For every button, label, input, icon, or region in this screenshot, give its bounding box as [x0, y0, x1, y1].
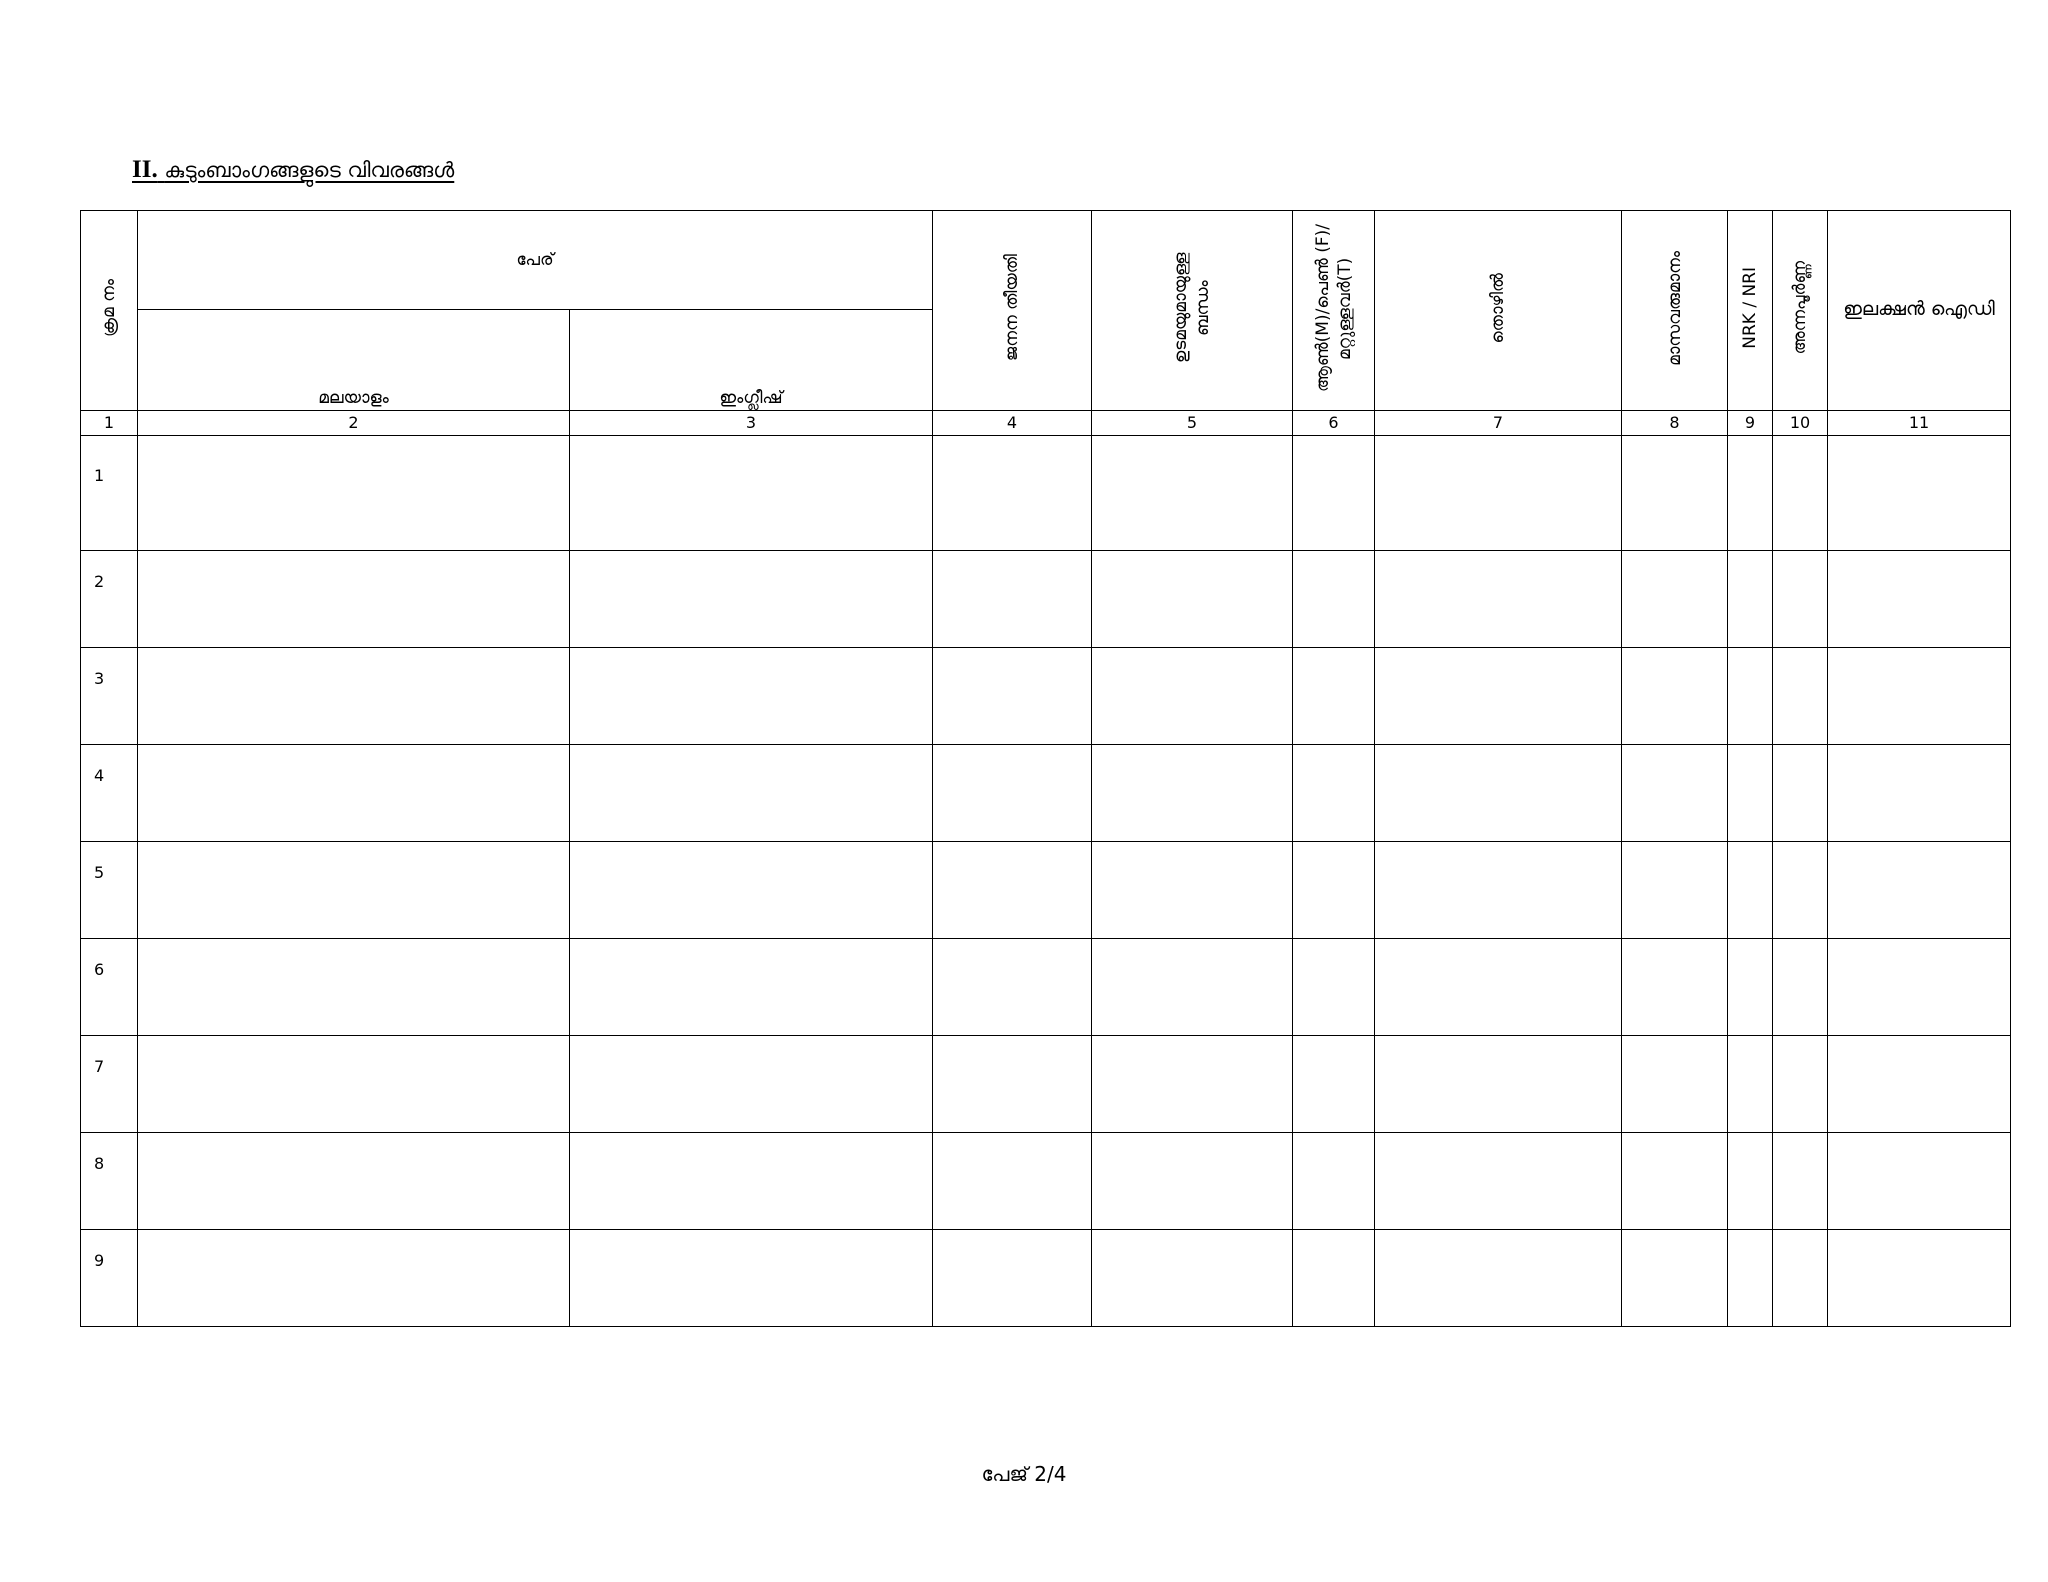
- cell-occupation[interactable]: [1375, 1036, 1622, 1133]
- table-row: [81, 648, 2011, 745]
- table-row: [81, 939, 2011, 1036]
- cell-name-english[interactable]: [570, 1133, 933, 1230]
- cell-occupation[interactable]: [1375, 648, 1622, 745]
- cell-election-id[interactable]: [1828, 745, 2011, 842]
- cell-dob[interactable]: [933, 648, 1092, 745]
- cell-relation[interactable]: [1092, 1036, 1293, 1133]
- cell-dob[interactable]: [933, 1230, 1092, 1327]
- cell-annapoorna[interactable]: [1773, 551, 1828, 648]
- cell-occupation[interactable]: [1375, 436, 1622, 551]
- row-serial-number: 4: [81, 745, 138, 842]
- table-row: [81, 1230, 2011, 1327]
- cell-name-malayalam[interactable]: [138, 1036, 570, 1133]
- cell-nrk[interactable]: [1728, 1133, 1773, 1230]
- header-annapoorna: അന്നപൂർണ്ണ: [1773, 211, 1828, 411]
- section-title-text: കുടുംബാംഗങ്ങളുടെ വിവരങ്ങൾ: [164, 158, 455, 182]
- cell-name-malayalam[interactable]: [138, 842, 570, 939]
- cell-dob[interactable]: [933, 1133, 1092, 1230]
- cell-election-id[interactable]: [1828, 1230, 2011, 1327]
- row-serial-number: 5: [81, 842, 138, 939]
- cell-gender[interactable]: [1293, 842, 1375, 939]
- cell-dob[interactable]: [933, 842, 1092, 939]
- row-serial-number: 1: [81, 436, 138, 551]
- cell-income[interactable]: [1622, 551, 1728, 648]
- cell-occupation[interactable]: [1375, 745, 1622, 842]
- cell-income[interactable]: [1622, 842, 1728, 939]
- cell-relation[interactable]: [1092, 1133, 1293, 1230]
- cell-name-malayalam[interactable]: [138, 1133, 570, 1230]
- cell-income[interactable]: [1622, 1230, 1728, 1327]
- table-row: [81, 745, 2011, 842]
- header-dob: ജനന തീയതി: [933, 211, 1092, 411]
- cell-name-malayalam[interactable]: [138, 939, 570, 1036]
- cell-name-malayalam[interactable]: [138, 745, 570, 842]
- cell-election-id[interactable]: [1828, 551, 2011, 648]
- table-row: [81, 1036, 2011, 1133]
- cell-nrk[interactable]: [1728, 1230, 1773, 1327]
- cell-election-id[interactable]: [1828, 842, 2011, 939]
- cell-relation[interactable]: [1092, 1230, 1293, 1327]
- table-row: [81, 551, 2011, 648]
- header-name: പേര്: [138, 211, 933, 310]
- cell-name-english[interactable]: [570, 551, 933, 648]
- cell-name-english[interactable]: [570, 1230, 933, 1327]
- table-row: [81, 436, 2011, 551]
- cell-income[interactable]: [1622, 939, 1728, 1036]
- cell-name-english[interactable]: [570, 745, 933, 842]
- cell-election-id[interactable]: [1828, 939, 2011, 1036]
- cell-name-malayalam[interactable]: [138, 551, 570, 648]
- column-number: 2: [138, 411, 570, 436]
- cell-nrk[interactable]: [1728, 551, 1773, 648]
- cell-name-english[interactable]: [570, 842, 933, 939]
- column-number: 10: [1773, 411, 1828, 436]
- cell-gender[interactable]: [1293, 1133, 1375, 1230]
- section-title: [132, 156, 454, 184]
- cell-gender[interactable]: [1293, 551, 1375, 648]
- header-name-english: ഇംഗ്ലീഷ്: [570, 310, 933, 411]
- cell-nrk[interactable]: [1728, 648, 1773, 745]
- cell-gender[interactable]: [1293, 1230, 1375, 1327]
- cell-election-id[interactable]: [1828, 1133, 2011, 1230]
- page-number: പേജ് 2/4: [981, 1462, 1067, 1486]
- cell-name-malayalam[interactable]: [138, 436, 570, 551]
- cell-occupation[interactable]: [1375, 939, 1622, 1036]
- header-row-top: [81, 211, 2011, 310]
- cell-nrk[interactable]: [1728, 1036, 1773, 1133]
- column-number: 5: [1092, 411, 1293, 436]
- family-members-table: [80, 210, 2011, 1327]
- column-number: 3: [570, 411, 933, 436]
- header-relation: ഉടമയുമായുള്ള ബന്ധം: [1092, 211, 1293, 411]
- column-number: 9: [1728, 411, 1773, 436]
- cell-annapoorna[interactable]: [1773, 1036, 1828, 1133]
- cell-name-english[interactable]: [570, 939, 933, 1036]
- cell-annapoorna[interactable]: [1773, 939, 1828, 1036]
- header-occupation: തൊഴിൽ: [1375, 211, 1622, 411]
- cell-name-english[interactable]: [570, 436, 933, 551]
- column-number: 7: [1375, 411, 1622, 436]
- cell-income[interactable]: [1622, 745, 1728, 842]
- cell-gender[interactable]: [1293, 1036, 1375, 1133]
- cell-name-malayalam[interactable]: [138, 648, 570, 745]
- cell-nrk[interactable]: [1728, 939, 1773, 1036]
- cell-dob[interactable]: [933, 551, 1092, 648]
- column-number: 11: [1828, 411, 2011, 436]
- column-number-row: [81, 411, 2011, 436]
- cell-relation[interactable]: [1092, 842, 1293, 939]
- cell-dob[interactable]: [933, 436, 1092, 551]
- cell-relation[interactable]: [1092, 436, 1293, 551]
- cell-nrk[interactable]: [1728, 745, 1773, 842]
- cell-gender[interactable]: [1293, 745, 1375, 842]
- header-nrk: NRK / NRI: [1728, 211, 1773, 411]
- cell-dob[interactable]: [933, 745, 1092, 842]
- cell-name-english[interactable]: [570, 1036, 933, 1133]
- cell-election-id[interactable]: [1828, 648, 2011, 745]
- cell-election-id[interactable]: [1828, 436, 2011, 551]
- cell-dob[interactable]: [933, 939, 1092, 1036]
- row-serial-number: 6: [81, 939, 138, 1036]
- header-income: മാസവരുമാനം: [1622, 211, 1728, 411]
- cell-annapoorna[interactable]: [1773, 648, 1828, 745]
- section-roman-numeral: II.: [132, 156, 158, 183]
- column-number: 4: [933, 411, 1092, 436]
- row-serial-number: 2: [81, 551, 138, 648]
- cell-relation[interactable]: [1092, 939, 1293, 1036]
- cell-name-english[interactable]: [570, 648, 933, 745]
- column-number: 1: [81, 411, 138, 436]
- row-serial-number: 7: [81, 1036, 138, 1133]
- cell-annapoorna[interactable]: [1773, 745, 1828, 842]
- cell-annapoorna[interactable]: [1773, 842, 1828, 939]
- cell-occupation[interactable]: [1375, 1230, 1622, 1327]
- cell-election-id[interactable]: [1828, 1036, 2011, 1133]
- cell-income[interactable]: [1622, 1036, 1728, 1133]
- cell-occupation[interactable]: [1375, 842, 1622, 939]
- cell-gender[interactable]: [1293, 648, 1375, 745]
- cell-gender[interactable]: [1293, 436, 1375, 551]
- cell-gender[interactable]: [1293, 939, 1375, 1036]
- cell-income[interactable]: [1622, 1133, 1728, 1230]
- cell-income[interactable]: [1622, 648, 1728, 745]
- header-name-malayalam: മലയാളം: [138, 310, 570, 411]
- row-serial-number: 3: [81, 648, 138, 745]
- cell-income[interactable]: [1622, 436, 1728, 551]
- row-serial-number: 8: [81, 1133, 138, 1230]
- row-serial-number: 9: [81, 1230, 138, 1327]
- table-row: [81, 1133, 2011, 1230]
- column-number: 6: [1293, 411, 1375, 436]
- cell-occupation[interactable]: [1375, 1133, 1622, 1230]
- cell-relation[interactable]: [1092, 648, 1293, 745]
- header-election-id: ഇലക്ഷൻ ഐഡി: [1828, 211, 2011, 411]
- cell-relation[interactable]: [1092, 745, 1293, 842]
- cell-dob[interactable]: [933, 1036, 1092, 1133]
- table-row: [81, 842, 2011, 939]
- cell-annapoorna[interactable]: [1773, 436, 1828, 551]
- cell-annapoorna[interactable]: [1773, 1230, 1828, 1327]
- cell-relation[interactable]: [1092, 551, 1293, 648]
- column-number: 8: [1622, 411, 1728, 436]
- header-gender: ആൺ(M)/പെൺ (F)/ മറ്റുള്ളവർ(T): [1293, 211, 1375, 411]
- cell-nrk[interactable]: [1728, 842, 1773, 939]
- header-serial: ക്രമ നം: [81, 211, 138, 411]
- cell-annapoorna[interactable]: [1773, 1133, 1828, 1230]
- cell-occupation[interactable]: [1375, 551, 1622, 648]
- cell-name-malayalam[interactable]: [138, 1230, 570, 1327]
- cell-nrk[interactable]: [1728, 436, 1773, 551]
